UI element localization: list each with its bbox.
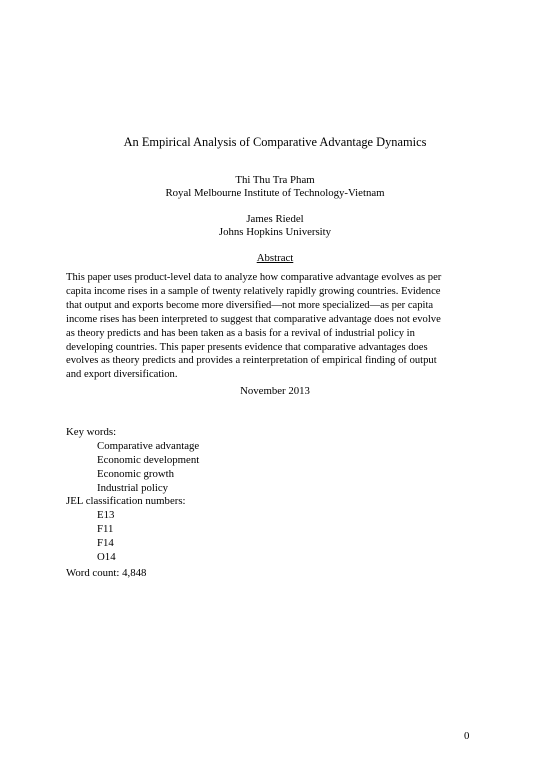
author-affiliation: Johns Hopkins University xyxy=(218,226,332,238)
abstract-line: that output and exports become more diversified—not more specialized—as per capita xyxy=(66,299,434,311)
keyword-item: Comparative advantage xyxy=(97,439,200,452)
abstract-heading: Abstract xyxy=(256,252,294,264)
abstract-text xyxy=(66,271,480,382)
abstract-line: evolves as theory predicts and provides a reinterpretation of empirical finding of output xyxy=(66,355,437,367)
author-affiliation: Royal Melbourne Institute of Technology-Vietnam xyxy=(165,187,385,199)
paper-title: An Empirical Analysis of Comparative Advantage Dynamics xyxy=(123,135,427,149)
keyword-item: Economic growth xyxy=(97,467,175,480)
page-number: 0 xyxy=(464,730,470,742)
keywords-block xyxy=(66,426,199,496)
keyword-item: Economic development xyxy=(97,453,200,466)
keywords-heading: Key words: xyxy=(66,426,117,438)
jel-code: F11 xyxy=(97,522,114,535)
jel-code: E13 xyxy=(97,508,115,521)
author-name: Thi Thu Tra Pham xyxy=(235,174,315,186)
author-name: James Riedel xyxy=(246,213,304,225)
jel-heading: JEL classification numbers: xyxy=(66,495,186,507)
abstract-line: capita income rises in a sample of twenty relatively rapidly growing countries. Evidence xyxy=(66,285,441,297)
jel-code: O14 xyxy=(97,550,116,563)
abstract-line: income rises has been interpreted to suggest that comparative advantage does not evolve xyxy=(66,313,441,325)
abstract-line: developing countries. This paper presents evidence that comparative advantages does xyxy=(66,341,428,353)
abstract-line: This paper uses product-level data to analyze how comparative advantage evolves as per xyxy=(66,272,442,283)
jel-block xyxy=(66,495,186,565)
keyword-item: Industrial policy xyxy=(97,481,169,494)
abstract-line: as theory predicts and has been taken as a basis for a revival of industrial policy in xyxy=(66,327,415,339)
abstract-line: and export diversification. xyxy=(66,369,178,381)
publication-date: November 2013 xyxy=(240,385,310,397)
jel-code: F14 xyxy=(97,536,114,549)
word-count: Word count: 4,848 xyxy=(66,567,147,579)
